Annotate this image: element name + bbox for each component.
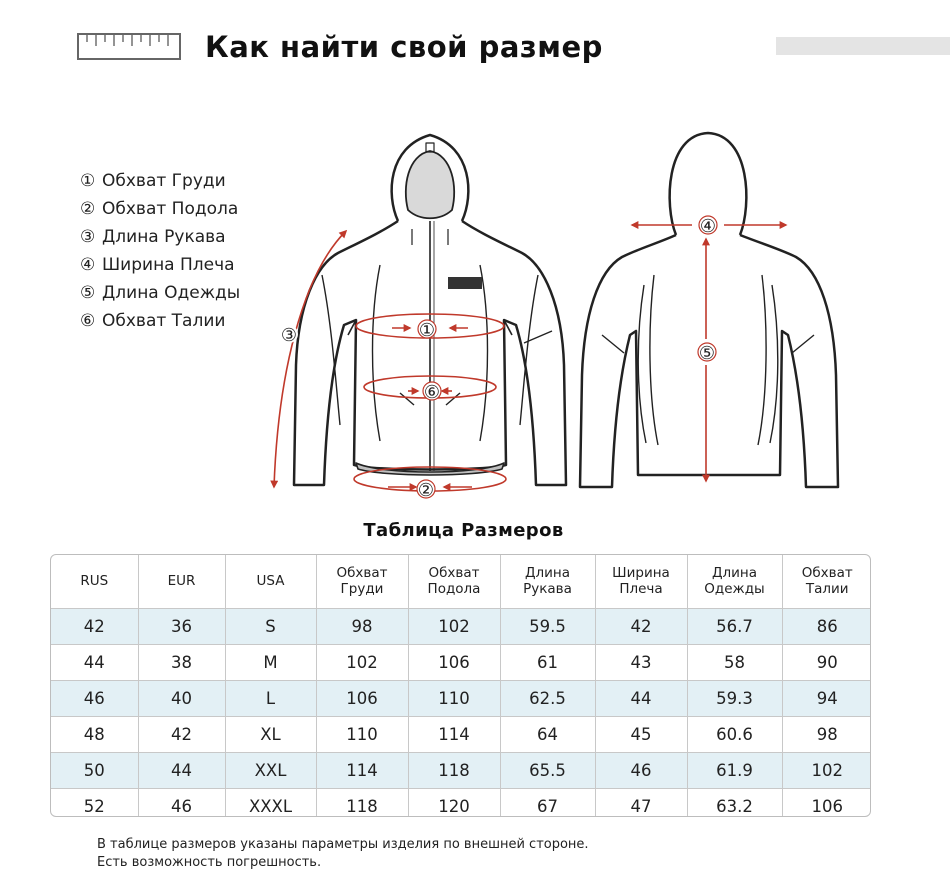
legend-item-shoulder: ④ Ширина Плеча [80,255,235,275]
table-cell: 98 [316,608,408,644]
column-header-line: Груди [340,581,384,598]
footnote-line: В таблице размеров указаны параметры изделия по внешней стороне. [97,837,589,852]
table-cell: 52 [51,788,138,817]
table-cell: 64 [500,716,595,752]
table-cell: 61 [500,644,595,680]
table-cell: XXL [225,752,316,788]
table-cell: M [225,644,316,680]
table-cell: 114 [316,752,408,788]
table-cell: 43 [595,644,687,680]
table-cell: 98 [782,716,871,752]
table-cell: 42 [51,608,138,644]
column-header-line: Рукава [523,581,572,598]
table-cell: 110 [316,716,408,752]
column-header-line: USA [256,573,285,590]
legend-label: Длина Одежды [102,283,241,303]
table-cell: 94 [782,680,871,716]
table-cell: 42 [138,716,225,752]
table-cell: 59.3 [687,680,782,716]
jacket-back-icon [580,133,838,487]
column-header-line: EUR [167,573,196,590]
table-cell: 42 [595,608,687,644]
table-cell: 118 [316,788,408,817]
decorative-bar [776,37,950,55]
column-header-line: Обхват [428,565,480,582]
table-row [51,608,871,644]
table-cell: 67 [500,788,595,817]
column-header [595,555,687,608]
column-header-line: Обхват [336,565,388,582]
table-cell: 118 [408,752,500,788]
table-cell: 46 [51,680,138,716]
column-header-line: Плеча [619,581,663,598]
table-cell: 48 [51,716,138,752]
table-cell: 36 [138,608,225,644]
table-cell: 59.5 [500,608,595,644]
table-cell: 62.5 [500,680,595,716]
table-cell: 45 [595,716,687,752]
table-cell: 120 [408,788,500,817]
table-cell: 106 [408,644,500,680]
column-header [138,555,225,608]
table-cell: 56.7 [687,608,782,644]
column-header [500,555,595,608]
table-cell: XXXL [225,788,316,817]
table-cell: 61.9 [687,752,782,788]
legend-label: Длина Рукава [102,227,226,247]
table-row [51,716,871,752]
column-header [225,555,316,608]
column-header-line: Длина [711,565,758,582]
table-cell: 44 [138,752,225,788]
column-header [51,555,138,608]
column-header-line: Подола [427,581,481,598]
legend-item-chest: ① Обхват Груди [80,171,226,191]
legend-item-waist: ⑥ Обхват Талии [80,311,226,331]
table-cell: 50 [51,752,138,788]
table-header-row [51,555,871,608]
table-cell: 47 [595,788,687,817]
table-cell: 38 [138,644,225,680]
table-cell: 44 [51,644,138,680]
table-cell: 63.2 [687,788,782,817]
legend-label: Обхват Подола [102,199,239,219]
marker-shoulder: ④ [699,216,717,237]
legend-label: Обхват Груди [102,171,226,191]
marker-sleeve: ③ [280,325,298,346]
table-cell: XL [225,716,316,752]
table-cell: 114 [408,716,500,752]
footnote-line: Есть возможность погрешность. [97,855,322,870]
column-header-line: Длина [524,565,571,582]
column-header-line: Ширина [612,565,670,582]
legend-item-length: ⑤ Длина Одежды [80,283,241,303]
marker-length: ⑤ [698,343,716,364]
size-table [50,554,871,817]
measurement-legend [80,169,240,337]
column-header [408,555,500,608]
table-cell: S [225,608,316,644]
ruler-icon [77,33,181,60]
table-row [51,788,871,817]
table-row [51,752,871,788]
table-cell: 86 [782,608,871,644]
table-cell: 106 [782,788,871,817]
table-cell: 65.5 [500,752,595,788]
table-cell: 90 [782,644,871,680]
page-title: Как найти свой размер [205,30,603,64]
table-cell: L [225,680,316,716]
legend-item-sleeve: ③ Длина Рукава [80,227,226,247]
column-header-line: Обхват [801,565,853,582]
table-cell: 60.6 [687,716,782,752]
table-cell: 102 [408,608,500,644]
footnote [97,836,589,872]
marker-hem: ② [417,480,435,500]
table-cell: 102 [316,644,408,680]
legend-item-hem: ② Обхват Подола [80,199,239,219]
table-cell: 40 [138,680,225,716]
table-title: Таблица Размеров [363,520,564,541]
marker-waist: ⑥ [423,382,441,403]
jacket-front-icon [294,135,566,485]
table-cell: 110 [408,680,500,716]
jacket-diagram [262,125,842,500]
table-row [51,644,871,680]
column-header [782,555,871,608]
column-header [316,555,408,608]
column-header [687,555,782,608]
legend-label: Обхват Талии [102,311,226,331]
table-cell: 106 [316,680,408,716]
table-cell: 44 [595,680,687,716]
table-cell: 58 [687,644,782,680]
table-cell: 102 [782,752,871,788]
column-header-line: Талии [805,581,849,598]
column-header-line: Одежды [704,581,765,598]
table-cell: 46 [138,788,225,817]
column-header-line: RUS [80,573,109,590]
table-body [51,608,871,817]
table-row [51,680,871,716]
marker-chest: ① [418,320,436,341]
table-cell: 46 [595,752,687,788]
legend-label: Ширина Плеча [102,255,235,275]
